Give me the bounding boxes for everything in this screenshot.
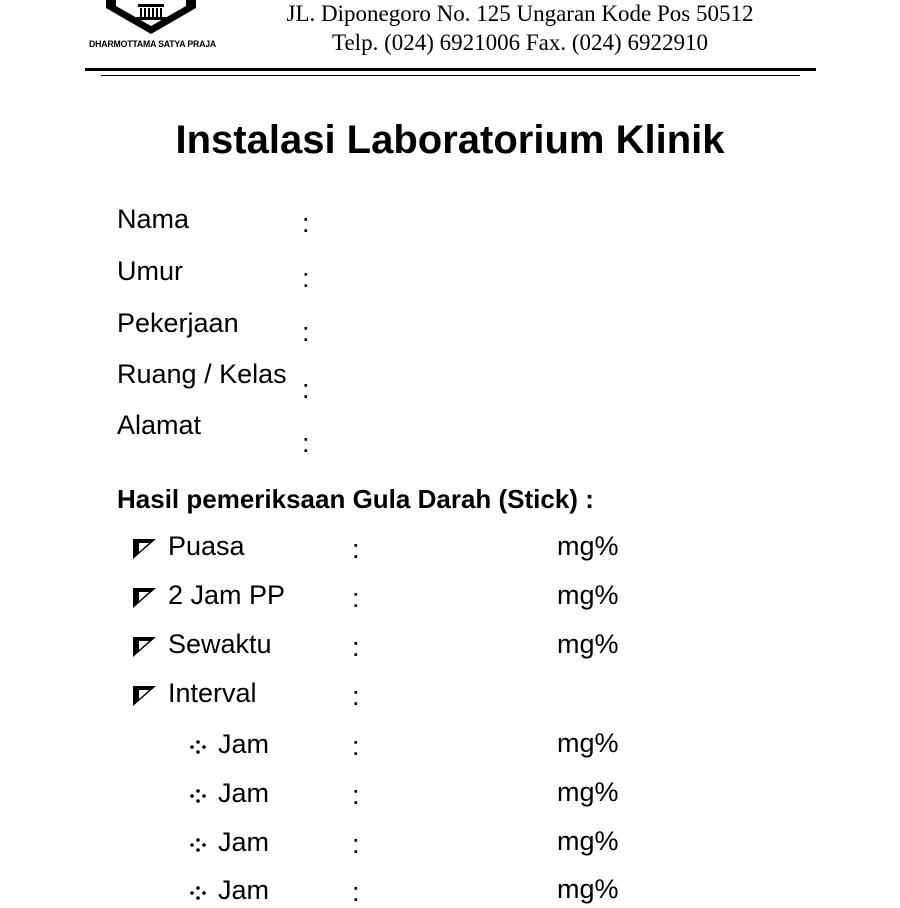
page-title: Instalasi Laboratorium Klinik — [175, 118, 725, 162]
section-title: Hasil pemeriksaan Gula Darah (Stick) : — [117, 484, 594, 514]
result-unit: mg% — [557, 531, 619, 561]
interval-colon: : — [352, 780, 360, 810]
interval-unit: mg% — [557, 728, 619, 758]
four-dot-bullet-icon — [190, 789, 206, 803]
triangle-bullet-icon — [131, 685, 157, 707]
interval-unit: mg% — [557, 777, 619, 807]
interval-label-jam: Jam — [218, 827, 270, 857]
result-unit: mg% — [557, 629, 619, 659]
field-colon: : — [302, 317, 310, 347]
result-label-sewaktu: Sewaktu — [168, 629, 272, 659]
result-colon: : — [352, 534, 360, 564]
result-unit: mg% — [557, 580, 619, 610]
interval-colon: : — [352, 877, 360, 907]
logo-motto: DHARMOTTAMA SATYA PRAJA — [89, 39, 217, 50]
field-label-pekerjaan: Pekerjaan — [117, 308, 239, 338]
result-label-2-jam-pp: 2 Jam PP — [168, 580, 286, 610]
header-rule-thin — [101, 75, 800, 76]
result-colon: : — [352, 583, 360, 613]
field-colon: : — [302, 208, 310, 238]
result-colon: : — [352, 632, 360, 662]
field-colon: : — [302, 263, 310, 293]
field-label-alamat: Alamat — [117, 410, 202, 440]
field-colon: : — [302, 374, 310, 404]
field-label-umur: Umur — [117, 256, 183, 286]
field-colon: : — [302, 428, 310, 458]
triangle-bullet-icon — [131, 538, 157, 560]
field-label-ruang-kelas: Ruang / Kelas — [117, 359, 287, 389]
four-dot-bullet-icon — [190, 740, 206, 754]
address-line-2: Telp. (024) 6921006 Fax. (024) 6922910 — [332, 30, 708, 55]
interval-label-jam: Jam — [218, 778, 270, 808]
emblem-logo-icon — [106, 0, 196, 36]
interval-label-jam: Jam — [218, 875, 270, 905]
result-label-interval: Interval — [168, 678, 257, 708]
interval-label-jam: Jam — [218, 729, 270, 759]
result-colon: : — [352, 681, 360, 711]
address-line-1: JL. Diponegoro No. 125 Ungaran Kode Pos 50512 — [286, 1, 754, 26]
result-label-puasa: Puasa — [168, 531, 245, 561]
interval-colon: : — [352, 731, 360, 761]
header-rule-thick — [85, 68, 816, 71]
four-dot-bullet-icon — [190, 886, 206, 900]
field-label-nama: Nama — [117, 204, 190, 234]
interval-colon: : — [352, 829, 360, 859]
triangle-bullet-icon — [131, 636, 157, 658]
triangle-bullet-icon — [131, 587, 157, 609]
interval-unit: mg% — [557, 826, 619, 856]
interval-unit: mg% — [557, 874, 619, 904]
four-dot-bullet-icon — [190, 838, 206, 852]
